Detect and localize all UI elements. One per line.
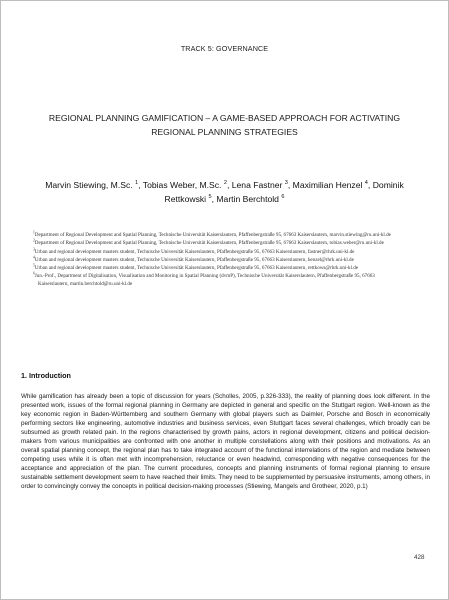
author-1: Marvin Stiewing, M.Sc. $^1$ xyxy=(45,180,139,190)
affiliation-1: $^1$Department of Regional Development and Spatial Planning, Technische Universität Kaiserslautern, Pfaffenbergstraße 95, 67663 Kaiserslautern, marvin.stiewing@ru.uni-kl.de xyxy=(33,230,391,238)
section-heading: 1. Introduction xyxy=(21,371,71,380)
author-4: Maximilian Henzel $^4$ xyxy=(292,180,368,190)
affiliations xyxy=(33,232,401,289)
affiliation-6: $^6$Jun.-Prof., Department of Digitalisation, Visualisation and Monitoring in Spatial Planning (dvmP), Technische Universität Kaiserslautern, Pfaffenbergstraße 95, 67663 Kaiserslautern, martin.berchtold@ru.uni-kl.de xyxy=(33,271,375,287)
author-5: Dominik Rettkowski $^5$ xyxy=(164,180,404,204)
intro-paragraph: While gamification has already been a topic of discussion for years (Scholles, 2005, p.326-333), the reality of planning does look different. In the presented work, issues of the formal regional planning in Germany are depicted in general and specific on the Stuttgart region. Well-known as the key economic region in Baden-Württemberg and southern Germany with global players such as Daimler, Porsche and Bosch in economically performing sectors like engineering, automotive industries and business services, even Stuttgart faces several challenges, which broadly can be subsumed as growth related pain. In the regions characterised by growth pains, actors in regional development, citizens and political decision-makers from various municipalities are confronted with one another in multiple constellations along with their positions and motivations. As an overall spatial planning concept, the regional plan has to take integrated account of the functional interrelations of the region and mediate between competing uses while it is often met with incomprehension, reluctance or even headwind, corresponding with negative consequences for the acceptance and appreciation of the plan. The current procedures, concepts and planning instruments of formal regional planning to ensure sustainable settlement development seem to have reached their limits. They need to be supplemented by persuasive instruments, among others, in order to convincingly convey the concepts in political decision-making processes (Stiewing, Mangels and Grotheer, 2020, p.1) xyxy=(21,393,430,491)
affiliation-4: $^4$Urban and regional development masters student, Technische Universität Kaiserslautern, Pfaffenbergstraße 95, 67663 Kaiserslautern, henzel@rhrk.uni-kl.de xyxy=(33,255,354,263)
author-list: Marvin Stiewing, M.Sc. $^1$, Tobias Weber, M.Sc. $^2$, Lena Fastner $^3$, Maximilian Henzel $^4$, Dominik Rettkowski $^5$, Martin Berchtold $^6$ xyxy=(45,180,404,204)
author-2: Tobias Weber, M.Sc. $^2$ xyxy=(142,180,227,190)
author-6: Martin Berchtold $^6$ xyxy=(216,194,285,204)
affiliation-5: $^5$Urban and regional development masters student, Technische Universität Kaiserslautern, Pfaffenbergstraße 95, 67663 Kaiserslautern, rettkows@rhrk.uni-kl.de xyxy=(33,263,359,272)
affiliation-2: $^2$Department of Regional Development and Spatial Planning, Technische Universität Kaiserslautern, Pfaffenbergstraße 95, 67663 Kaiserslautern, tobias.weber@ru.uni-kl.de xyxy=(33,238,384,247)
author-3: Lena Fastner $^3$ xyxy=(231,180,288,190)
track-label: TRACK 5: GOVERNANCE xyxy=(180,44,269,53)
affiliation-3: $^3$Urban and regional development masters student, Technische Universität Kaiserslautern, Pfaffenbergstraße 95, 67663 Kaiserslautern, fastner@rhrk.uni-kl.de xyxy=(33,246,355,255)
paper-title: REGIONAL PLANNING GAMIFICATION – A GAME-BASED APPROACH FOR ACTIVATING REGIONAL PLANNING STRATEGIES xyxy=(48,113,401,137)
page-number: 428 xyxy=(414,554,425,561)
